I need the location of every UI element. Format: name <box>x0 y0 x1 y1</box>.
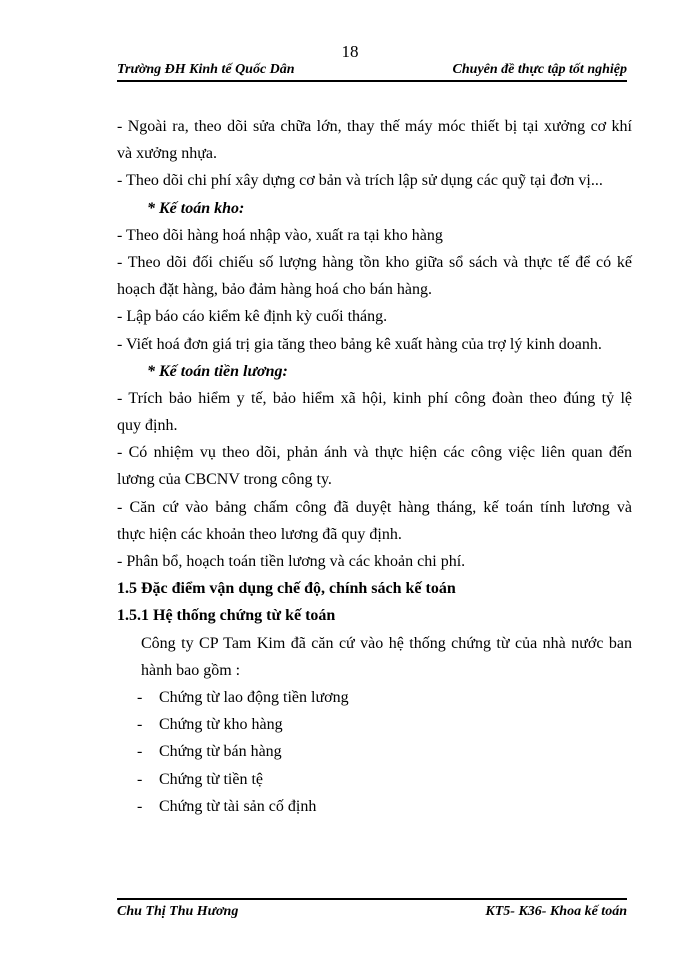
bullet-dash: - <box>137 716 143 734</box>
list-item-text: Chứng từ kho hàng <box>159 716 283 734</box>
subheading-salary-accounting: * Kế toán tiền lương: <box>147 362 288 380</box>
bullet-dash: - <box>137 688 143 706</box>
bullet-dash: - <box>137 770 143 788</box>
page-footer <box>117 898 627 922</box>
list-item-text: Chứng từ lao động tiền lương <box>159 688 349 706</box>
paragraph-line: - Theo dõi đối chiếu số lượng hàng tồn kho giữa sổ sách và thực tế để có kế <box>117 253 632 271</box>
list-item <box>117 684 632 711</box>
list-item <box>117 711 632 738</box>
footer-class-info: KT5- K36- Khoa kế toán <box>485 904 627 919</box>
header-university: Trường ĐH Kinh tế Quốc Dân <box>117 62 295 77</box>
paragraph-line: - Theo dõi chi phí xây dựng cơ bản và trích lập sử dụng các quỹ tại đơn vị... <box>117 172 603 190</box>
subheading-warehouse-accounting: * Kế toán kho: <box>147 199 245 217</box>
paragraph-line: - Trích bảo hiểm y tế, bảo hiểm xã hội, kinh phí công đoàn theo đúng tỷ lệ <box>117 389 632 407</box>
list-item-text: Chứng từ tài sản cố định <box>159 797 317 815</box>
paragraph-line: hành bao gồm : <box>141 661 241 679</box>
list-item <box>117 766 632 793</box>
paragraph-line: - Theo dõi hàng hoá nhập vào, xuất ra tại kho hàng <box>117 226 443 244</box>
paragraph-line: - Lập báo cáo kiểm kê định kỳ cuối tháng. <box>117 308 388 326</box>
list-item <box>117 793 632 820</box>
page-header <box>117 60 627 82</box>
paragraph-line: thực hiện các khoản theo lương đã quy định. <box>117 525 402 543</box>
section-heading-1-5-1: 1.5.1 Hệ thống chứng từ kế toán <box>117 607 336 625</box>
list-item-text: Chứng từ bán hàng <box>159 743 282 761</box>
page-body <box>117 113 632 820</box>
list-item <box>117 738 632 765</box>
section-heading-1-5: 1.5 Đặc điểm vận dụng chế độ, chính sách kế toán <box>117 580 456 598</box>
paragraph-line: quy định. <box>117 417 178 435</box>
bullet-dash: - <box>137 797 143 815</box>
page-number: 18 <box>341 42 359 61</box>
paragraph-line: - Có nhiệm vụ theo dõi, phản ánh và thực hiện các công việc liên quan đến <box>117 444 632 462</box>
paragraph-line: - Căn cứ vào bảng chấm công đã duyệt hàng tháng, kế toán tính lương và <box>117 498 632 516</box>
footer-author: Chu Thị Thu Hương <box>117 904 239 919</box>
paragraph-line: Công ty CP Tam Kim đã căn cứ vào hệ thống chứng từ của nhà nước ban <box>141 634 632 652</box>
paragraph-line: - Phân bổ, hoạch toán tiền lương và các khoản chi phí. <box>117 553 466 570</box>
paragraph-line: - Ngoài ra, theo dõi sửa chữa lớn, thay thế máy móc thiết bị tại xưởng cơ khí <box>117 118 632 135</box>
paragraph-line: lương của CBCNV trong công ty. <box>117 471 332 489</box>
paragraph-line: hoạch đặt hàng, bảo đảm hàng hoá cho bán hàng. <box>117 281 433 299</box>
paragraph-line: và xưởng nhựa. <box>117 145 218 163</box>
paragraph-line: - Viết hoá đơn giá trị gia tăng theo bảng kê xuất hàng của trợ lý kinh doanh. <box>117 335 602 353</box>
list-item-text: Chứng từ tiền tệ <box>159 770 263 788</box>
bullet-dash: - <box>137 743 143 761</box>
header-report-title: Chuyên đề thực tập tốt nghiệp <box>452 62 627 77</box>
